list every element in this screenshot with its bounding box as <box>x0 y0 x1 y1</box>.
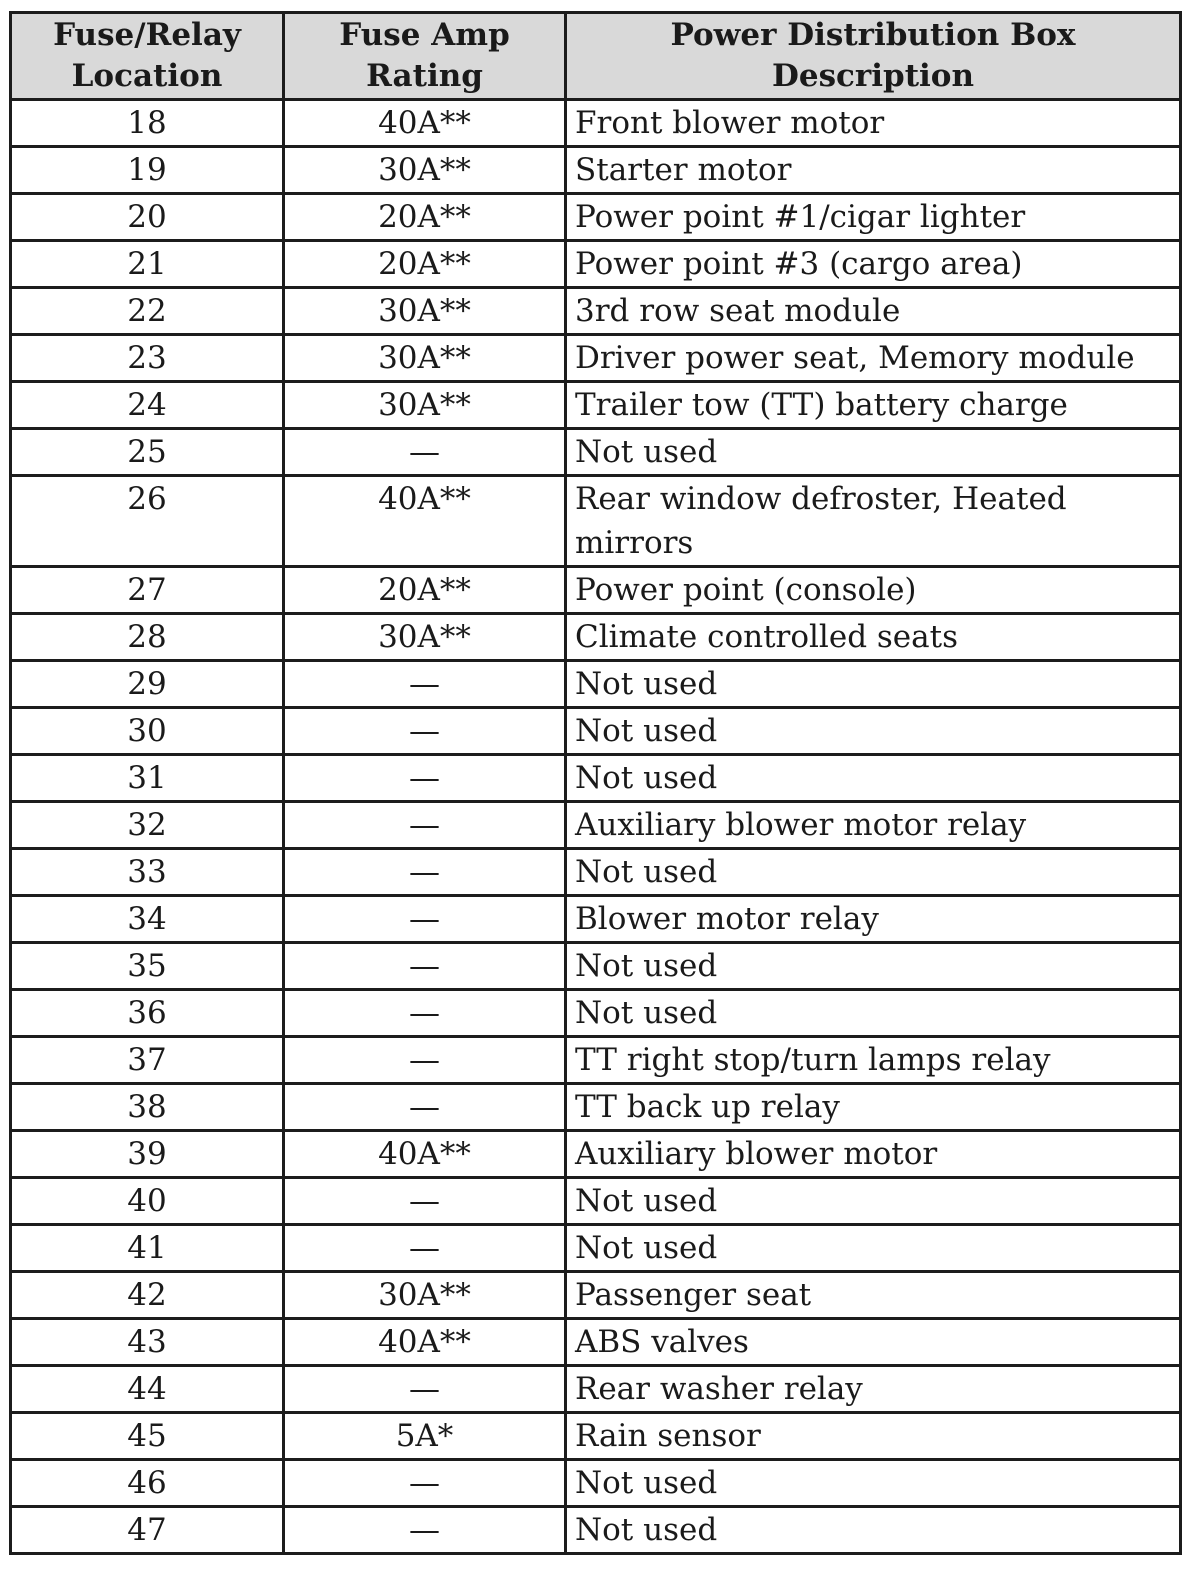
description-cell: Not used <box>566 1460 1181 1507</box>
amp-rating-cell: — <box>284 990 566 1037</box>
description-cell: Passenger seat <box>566 1272 1181 1319</box>
amp-rating-cell: — <box>284 1366 566 1413</box>
amp-rating-cell: — <box>284 802 566 849</box>
table-row <box>11 1319 1181 1366</box>
table-body <box>11 100 1181 1554</box>
fuse-location-cell: 37 <box>11 1037 284 1084</box>
fuse-location-cell: 43 <box>11 1319 284 1366</box>
table-row <box>11 1131 1181 1178</box>
fuse-location-cell: 36 <box>11 990 284 1037</box>
amp-rating-cell: — <box>284 1037 566 1084</box>
amp-rating-cell: — <box>284 943 566 990</box>
table-row <box>11 382 1181 429</box>
table-row <box>11 990 1181 1037</box>
header-row <box>11 13 1181 100</box>
description-cell: Starter motor <box>566 147 1181 194</box>
amp-rating-cell: 40A** <box>284 1131 566 1178</box>
fuse-location-cell: 19 <box>11 147 284 194</box>
description-cell: Front blower motor <box>566 100 1181 147</box>
table-row <box>11 1272 1181 1319</box>
amp-rating-cell: — <box>284 1507 566 1554</box>
fuse-location-cell: 22 <box>11 288 284 335</box>
description-cell: Rain sensor <box>566 1413 1181 1460</box>
fuse-location-cell: 30 <box>11 708 284 755</box>
header-amp-rating: Fuse Amp Rating <box>284 13 566 100</box>
fuse-location-cell: 28 <box>11 614 284 661</box>
amp-rating-cell: 30A** <box>284 147 566 194</box>
fuse-location-cell: 44 <box>11 1366 284 1413</box>
table-row <box>11 708 1181 755</box>
description-cell: Not used <box>566 755 1181 802</box>
fuse-location-cell: 40 <box>11 1178 284 1225</box>
fuse-location-cell: 42 <box>11 1272 284 1319</box>
description-cell: ABS valves <box>566 1319 1181 1366</box>
amp-rating-cell: — <box>284 1178 566 1225</box>
amp-rating-cell: 5A* <box>284 1413 566 1460</box>
fuse-location-cell: 25 <box>11 429 284 476</box>
table-row <box>11 1178 1181 1225</box>
amp-rating-cell: — <box>284 1460 566 1507</box>
fuse-table <box>9 11 1182 1555</box>
table-row <box>11 614 1181 661</box>
table-row <box>11 567 1181 614</box>
fuse-location-cell: 34 <box>11 896 284 943</box>
amp-rating-cell: — <box>284 755 566 802</box>
description-cell: Not used <box>566 708 1181 755</box>
fuse-location-cell: 24 <box>11 382 284 429</box>
description-cell: Not used <box>566 429 1181 476</box>
amp-rating-cell: 40A** <box>284 100 566 147</box>
fuse-location-cell: 39 <box>11 1131 284 1178</box>
table-row <box>11 661 1181 708</box>
amp-rating-cell: — <box>284 896 566 943</box>
amp-rating-cell: 20A** <box>284 567 566 614</box>
description-cell: Not used <box>566 1178 1181 1225</box>
table-row <box>11 1460 1181 1507</box>
fuse-location-cell: 20 <box>11 194 284 241</box>
fuse-location-cell: 47 <box>11 1507 284 1554</box>
description-cell: Power point (console) <box>566 567 1181 614</box>
description-cell: Blower motor relay <box>566 896 1181 943</box>
description-cell: Rear washer relay <box>566 1366 1181 1413</box>
table-header <box>11 13 1181 100</box>
table-row <box>11 147 1181 194</box>
amp-rating-cell: — <box>284 661 566 708</box>
fuse-location-cell: 31 <box>11 755 284 802</box>
amp-rating-cell: — <box>284 708 566 755</box>
description-cell: TT back up relay <box>566 1084 1181 1131</box>
description-cell: Not used <box>566 661 1181 708</box>
amp-rating-cell: 30A** <box>284 1272 566 1319</box>
description-cell: Power point #3 (cargo area) <box>566 241 1181 288</box>
table-row <box>11 476 1181 567</box>
fuse-location-cell: 41 <box>11 1225 284 1272</box>
amp-rating-cell: — <box>284 429 566 476</box>
amp-rating-cell: 40A** <box>284 476 566 567</box>
fuse-location-cell: 26 <box>11 476 284 567</box>
table-row <box>11 1366 1181 1413</box>
table-row <box>11 802 1181 849</box>
amp-rating-cell: 30A** <box>284 382 566 429</box>
description-cell: TT right stop/turn lamps relay <box>566 1037 1181 1084</box>
amp-rating-cell: 20A** <box>284 194 566 241</box>
description-cell: Not used <box>566 943 1181 990</box>
table-row <box>11 288 1181 335</box>
table-row <box>11 429 1181 476</box>
fuse-location-cell: 23 <box>11 335 284 382</box>
table-row <box>11 755 1181 802</box>
description-cell: Not used <box>566 1225 1181 1272</box>
table-row <box>11 849 1181 896</box>
fuse-location-cell: 32 <box>11 802 284 849</box>
description-cell: Driver power seat, Memory module <box>566 335 1181 382</box>
fuse-location-cell: 21 <box>11 241 284 288</box>
table-row <box>11 896 1181 943</box>
fuse-location-cell: 38 <box>11 1084 284 1131</box>
table-row <box>11 100 1181 147</box>
fuse-location-cell: 46 <box>11 1460 284 1507</box>
description-cell: Not used <box>566 1507 1181 1554</box>
fuse-location-cell: 29 <box>11 661 284 708</box>
table-row <box>11 1507 1181 1554</box>
amp-rating-cell: — <box>284 1084 566 1131</box>
fuse-location-cell: 33 <box>11 849 284 896</box>
description-cell: Auxiliary blower motor relay <box>566 802 1181 849</box>
description-cell: Not used <box>566 849 1181 896</box>
table-row <box>11 1084 1181 1131</box>
amp-rating-cell: 30A** <box>284 614 566 661</box>
table-row <box>11 1225 1181 1272</box>
amp-rating-cell: — <box>284 849 566 896</box>
table-row <box>11 335 1181 382</box>
header-description: Power Distribution Box Description <box>566 13 1181 100</box>
fuse-location-cell: 27 <box>11 567 284 614</box>
description-cell: Climate controlled seats <box>566 614 1181 661</box>
description-cell: 3rd row seat module <box>566 288 1181 335</box>
fuse-location-cell: 35 <box>11 943 284 990</box>
table-row <box>11 1037 1181 1084</box>
description-cell: Rear window defroster, Heated mirrors <box>566 476 1181 567</box>
description-cell: Not used <box>566 990 1181 1037</box>
description-cell: Power point #1/cigar lighter <box>566 194 1181 241</box>
amp-rating-cell: 30A** <box>284 335 566 382</box>
fuse-location-cell: 45 <box>11 1413 284 1460</box>
amp-rating-cell: 30A** <box>284 288 566 335</box>
table-row <box>11 1413 1181 1460</box>
table-row <box>11 241 1181 288</box>
amp-rating-cell: — <box>284 1225 566 1272</box>
fuse-location-cell: 18 <box>11 100 284 147</box>
amp-rating-cell: 20A** <box>284 241 566 288</box>
table-row <box>11 194 1181 241</box>
description-cell: Trailer tow (TT) battery charge <box>566 382 1181 429</box>
header-location: Fuse/Relay Location <box>11 13 284 100</box>
amp-rating-cell: 40A** <box>284 1319 566 1366</box>
description-cell: Auxiliary blower motor <box>566 1131 1181 1178</box>
table-row <box>11 943 1181 990</box>
